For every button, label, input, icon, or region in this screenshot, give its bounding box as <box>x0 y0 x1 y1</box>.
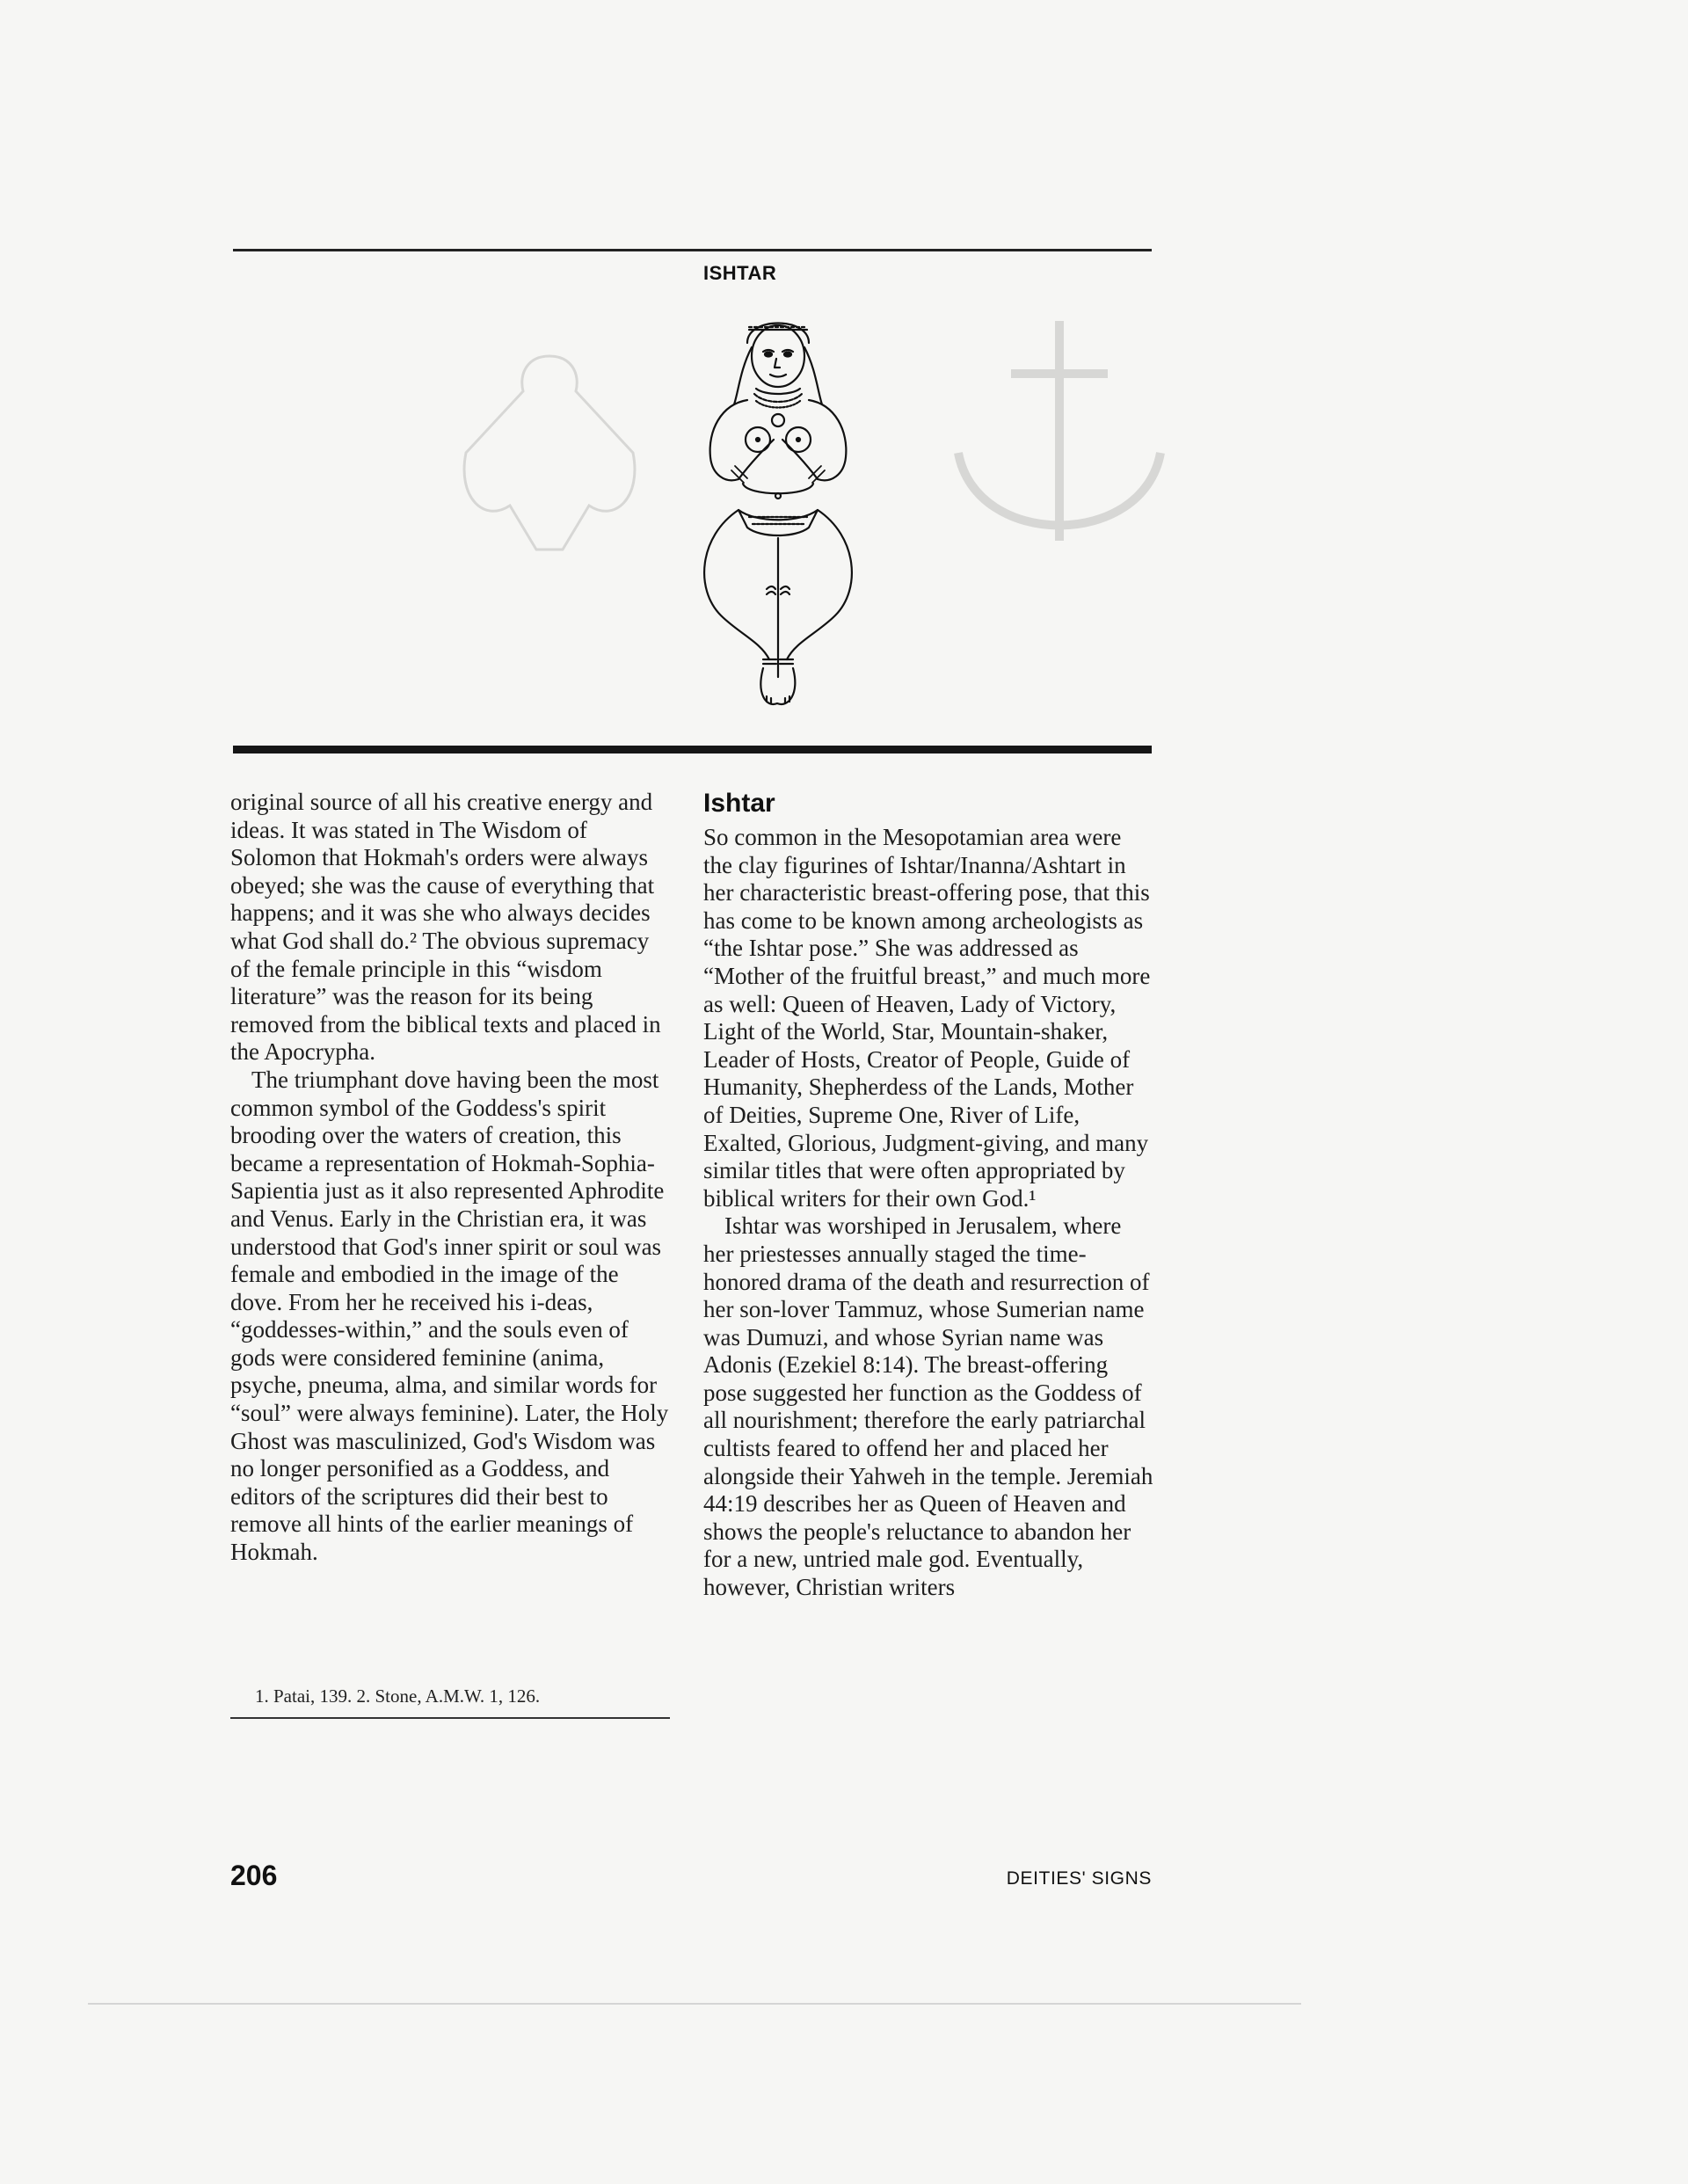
footnotes: 1. Patai, 139. 2. Stone, A.M.W. 1, 126. <box>255 1685 541 1707</box>
right-paragraph-2: Ishtar was worshiped in Jerusalem, where her priestesses annually staged the time-honored drama of the death and resurrection of her son-lover Tammuz, whose Sumerian name was Dumuzi, and whose Syrian name was Adonis (Ezekiel 8:14). The breast-offering pose suggested her function as the Goddess of all nourishment; therefore the early patriarchal cultists feared to offend her and placed her alongside their Yahweh in the temple. Jeremiah 44:19 describes her as Queen of Heaven and shows the people's reluctance to abandon her for a new, untried male god. Eventually, however, Christian writers <box>703 1212 1153 1601</box>
scan-page-edge <box>88 2003 1301 2005</box>
section-heading: Ishtar <box>703 789 775 818</box>
ishtar-figurine-illustration <box>686 308 870 721</box>
bleed-through-anchor-icon <box>941 303 1178 576</box>
left-column <box>230 789 674 1567</box>
section-divider-rule <box>233 746 1152 753</box>
right-paragraph-1: So common in the Mesopotamian area were the clay figurines of Ishtar/Inanna/Ashtart in her characteristic breast-offering pose, that this has come to be known among archeologists as “the Ishtar pose.” She was addressed as “Mother of the fruitful breast,” and much more as well: Queen of Heaven, Lady of Victory, Light of the World, Star, Mountain-shaker, Leader of Hosts, Creator of People, Guide of Humanity, Shepherdess of the Lands, Mother of Deities, Supreme One, River of Life, Exalted, Glorious, Judgment-giving, and many similar titles that were often appropriated by biblical writers for their own God.¹ <box>703 824 1151 1212</box>
left-paragraph-2: The triumphant dove having been the most common symbol of the Goddess's spirit brooding over the waters of creation, this became a representation of Hokmah-Sophia-Sapientia just as it also represented Aphrodite and Venus. Early in the Christian era, it was understood that God's inner spirit or soul was female and embodied in the image of the dove. From her he received his i-deas, “goddesses-within,” and the souls even of gods were considered feminine (anima, psyche, pneuma, alma, and similar words for “soul” were always feminine). Later, the Holy Ghost was masculinized, God's Wisdom was no longer personified as a Goddess, and editors of the scriptures did their best to remove all hints of the earlier meanings of Hokmah. <box>230 1066 669 1566</box>
right-column <box>703 789 1156 1602</box>
header-rule <box>233 249 1152 251</box>
running-footer-title: DEITIES' SIGNS <box>1006 1868 1152 1889</box>
footnote-rule <box>230 1717 670 1719</box>
page-header-title: ISHTAR <box>703 262 777 284</box>
left-paragraph-1: original source of all his creative energy and ideas. It was stated in The Wisdom of Solomon that Hokmah's orders were always obeyed; she was the cause of everything that happens; and it was she who always decides what God shall do.² The obvious supremacy of the female principle in this “wisdom literature” was the reason for its being removed from the biblical texts and placed in the Apocrypha. <box>230 789 661 1066</box>
page-number: 206 <box>230 1860 278 1891</box>
bleed-through-bird-icon <box>431 321 668 576</box>
